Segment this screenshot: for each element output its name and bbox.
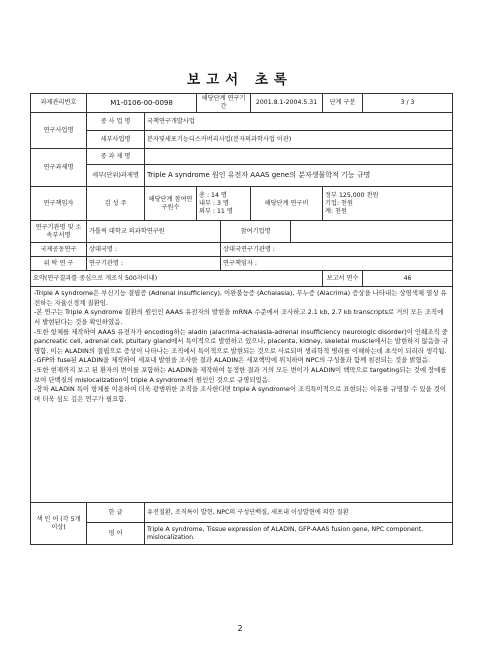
participant-external: 외부 : 11 명 <box>199 207 233 215</box>
abstract-row <box>31 287 453 503</box>
summary-header-row <box>31 271 453 287</box>
keywords-en-row <box>31 523 453 545</box>
partner-value <box>291 221 453 243</box>
abstract-paragraph: -또한 현재까지 보고 된 환자의 변이를 포함하는 ALADIN을 제작하여 동정한 결과 거의 모든 변이가 ALADIN이 핵막으로 targeting되는 것에 장애를 보여 단백질의 mislocalization이 triple A syndrome의 원인인 것으로 규명되었음. <box>34 366 447 384</box>
participant-count-label: 해당단계 참여연구원수 <box>145 187 197 221</box>
participant-counts <box>197 187 251 221</box>
pages-value: 46 <box>363 271 453 287</box>
task-label: 연구과제명 <box>31 149 87 187</box>
project-main-label: 중 사 업 명 <box>87 113 145 131</box>
task-sub-value: Triple A syndrome 원인 유전자 AAAS gene의 분자생물학적 기능 규명 <box>145 165 453 187</box>
keywords-label: 색 인 어 (각 5개 이상) <box>31 503 87 545</box>
institution-label: 연구기관명 및 소속부서명 <box>31 221 87 243</box>
fund-company: 기업: 천원 <box>325 199 353 207</box>
intl-institution: 상대국연구기관명 : <box>221 243 453 257</box>
page-number: 2 <box>237 624 243 633</box>
report-form-table <box>30 93 453 545</box>
intl-row <box>31 243 453 257</box>
task-sub-label: 세부(단위)과제명 <box>87 165 145 187</box>
researcher-label: 연구책임자 <box>31 187 87 221</box>
fund-total: 계: 천원 <box>325 207 348 215</box>
participant-internal: 내부 : 3 명 <box>199 199 229 207</box>
keywords-ko-label: 한 글 <box>87 503 145 523</box>
project-main-row <box>31 113 453 131</box>
keywords-en-label: 영 어 <box>87 523 145 545</box>
project-sub-row <box>31 131 453 149</box>
keywords-ko-value: 유전질환, 조직특이 발현, NPC의 구성단백질, 세포내 이상발현에 의한 질환 <box>145 503 453 523</box>
summary-label: 요약(연구결과를 중심으로 개조식 500자이내) <box>31 271 323 287</box>
fund-values <box>323 187 453 221</box>
fund-label: 해당단계 연구비 <box>251 187 323 221</box>
participant-total: 총 : 14 명 <box>199 191 227 199</box>
stage-value: 3 / 3 <box>363 94 453 113</box>
stage-label: 단계 구분 <box>323 94 363 113</box>
project-sub-value: 분자및세포기능디스커버리사업(분자의과학사업 이관) <box>145 131 453 149</box>
abstract-paragraph: -본 연구는 Triple A syndrome 질환의 원인인 AAAS 유전자의 발현을 mRNA 수준에서 조사하고 2.1 kb, 2.7 kb transcripts로 거의 모든 조직에서 발현된다는 것을 확인하였음. <box>34 308 444 326</box>
researcher-name: 김 성 주 <box>87 187 145 221</box>
fund-government: 정부 125,000 천원 <box>325 191 379 199</box>
intl-country: 상대국명 : <box>87 243 221 257</box>
task-main-row <box>31 149 453 165</box>
keywords-en-value: Triple A syndrome, Tissue expression of ALADIN, GFP-AAAS fusion gene, NPC component, mislocalization. <box>145 523 453 545</box>
institution-value: 가톨릭 대학교 의과학연구원 <box>87 221 221 243</box>
contract-head: 연구책임자 : <box>221 257 453 271</box>
abstract-paragraph: -GFP와 fuse된 ALADIN을 제작하여 세포내 발현을 조사한 결과 ALADIN은 세포핵막에 위치하며 NPC의 구성물과 함께 침전되는 것을 밝혔음. <box>34 356 430 365</box>
abstract-paragraph: -또한 항체를 제작하여 AAAS 유전자가 encoding하는 aladin (alacrima-achalasia-adrenal insufficiency neurologic disorder)이 인췌조직 중 pancreatic cell, adrenal cell, ptuitary gland에서 특이적으로 발현하고 있으나, placenta, kidney, skeletal muscle에서는 발현하지 않음을 규명함. 이는 ALADIN의 결핍으로 증상이 나타나는 조직에서 특이적으로 발현되는 것으로 사료되며 생리학적 병리를 이해하는데 초석이 되리라 생각됨. <box>34 327 449 355</box>
abstract-body <box>31 287 453 503</box>
contract-row <box>31 257 453 271</box>
pages-label: 보고서 면수 <box>323 271 363 287</box>
page-title: 보고서 초록 <box>187 72 293 88</box>
project-sub-label: 세부사업명 <box>87 131 145 149</box>
institution-row <box>31 221 453 243</box>
mgmt-label: 과제관리번호 <box>31 94 87 113</box>
project-main-value: 국책연구개발사업 <box>145 113 453 131</box>
project-label: 연구사업명 <box>31 113 87 149</box>
keywords-ko-row <box>31 503 453 523</box>
contract-institution: 연구기관명 : <box>87 257 221 271</box>
abstract-paragraph: -장차 ALADIN 특이 항체를 이용하여 더욱 광범위한 조직을 조사한다면 triple A syndrome이 조직특이적으로 표현되는 이유를 규명할 수 있을 것이며 더욱 심도 깊은 연구가 필요함. <box>34 385 447 403</box>
period-label: 해당단계 연구기간 <box>197 94 251 113</box>
researcher-row <box>31 187 453 221</box>
period-value: 2001.8.1-2004.5.31 <box>251 94 323 113</box>
mgmt-number: M1-0106-00-0098 <box>87 94 197 113</box>
partner-label: 참여기업명 <box>221 221 291 243</box>
abstract-paragraph: -Triple A syndrome은 부신기능 결핍증 (Adrenal insufficiency), 이완불능증 (Achalasia), 무누증 (Alacrima) 증상을 나타내는 상염색체 열성 유전하는 자율신경계 질환임. <box>34 289 447 307</box>
task-sub-row <box>31 165 453 187</box>
task-main-value <box>145 149 453 165</box>
contract-label: 위 탁 연 구 <box>31 257 87 271</box>
mgmt-row <box>31 94 453 113</box>
task-main-label: 중 과 제 명 <box>87 149 145 165</box>
intl-label: 국제공동연구 <box>31 243 87 257</box>
